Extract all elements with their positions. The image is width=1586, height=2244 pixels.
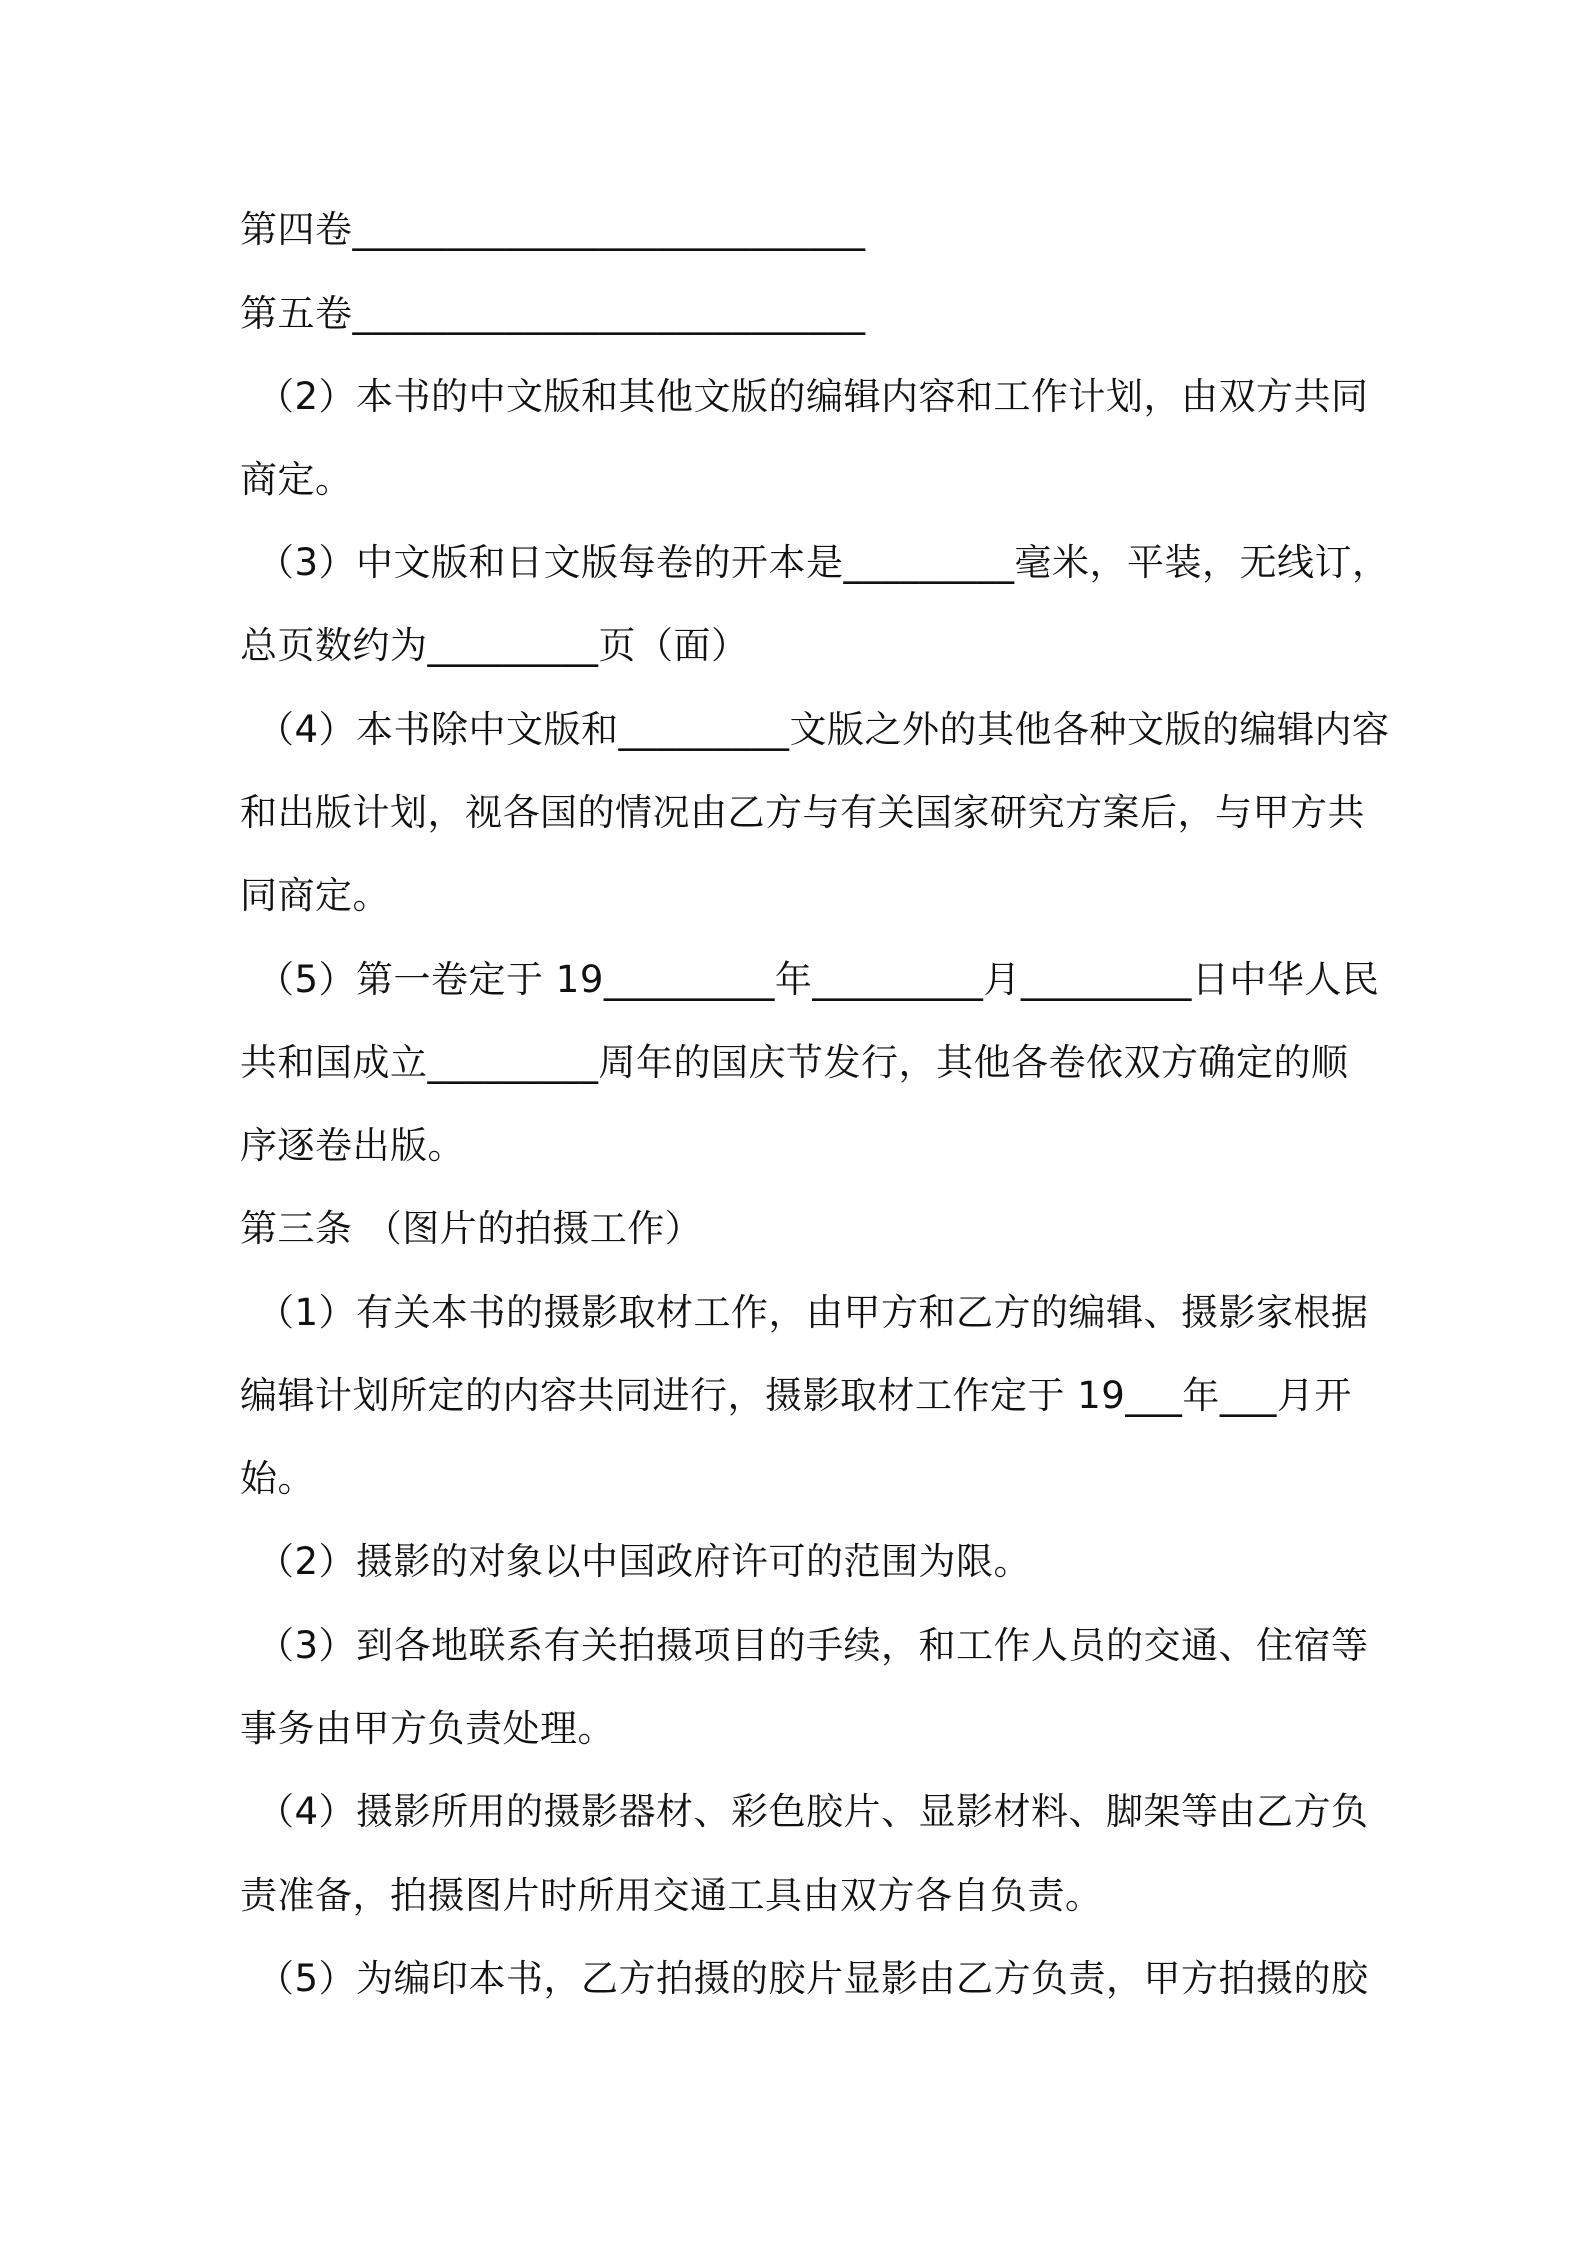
text-line: （2）本书的中文版和其他文版的编辑内容和工作计划，由双方共同 bbox=[257, 375, 1369, 418]
text-line: （3）中文版和日文版每卷的开本是_________毫米，平装，无线订， bbox=[257, 541, 1390, 584]
text-line: （3）到各地联系有关拍摄项目的手续，和工作人员的交通、住宿等 bbox=[257, 1624, 1369, 1667]
section-heading: 第三条 （图片的拍摄工作） bbox=[240, 1207, 703, 1250]
text-line: （4）摄影所用的摄影器材、彩色胶片、显影材料、脚架等由乙方负 bbox=[257, 1790, 1369, 1833]
text-line: 商定。 bbox=[240, 458, 353, 501]
text-line: （5）第一卷定于 19_________年_________月_________日中华人民 bbox=[257, 958, 1380, 1001]
text-line: 始。 bbox=[240, 1457, 315, 1500]
text-line: 总页数约为_________页（面） bbox=[240, 624, 749, 667]
text-line: （1）有关本书的摄影取材工作，由甲方和乙方的编辑、摄影家根据 bbox=[257, 1291, 1369, 1334]
text-line: 序逐卷出版。 bbox=[240, 1124, 465, 1167]
text-line: 同商定。 bbox=[240, 874, 390, 917]
text-line: 责准备，拍摄图片时所用交通工具由双方各自负责。 bbox=[240, 1874, 1103, 1917]
text-line: 第五卷___________________________ bbox=[240, 292, 866, 335]
text-line: （2）摄影的对象以中国政府许可的范围为限。 bbox=[257, 1540, 1032, 1583]
text-line: （5）为编印本书，乙方拍摄的胶片显影由乙方负责，甲方拍摄的胶 bbox=[257, 1957, 1369, 2000]
text-line: （4）本书除中文版和_________文版之外的其他各种文版的编辑内容 bbox=[257, 708, 1390, 751]
text-line: 事务由甲方负责处理。 bbox=[240, 1707, 615, 1750]
text-line: 第四卷___________________________ bbox=[240, 208, 866, 251]
text-line: 和出版计划，视各国的情况由乙方与有关国家研究方案后，与甲方共 bbox=[240, 791, 1365, 834]
text-line: 编辑计划所定的内容共同进行，摄影取材工作定于 19___年___月开 bbox=[240, 1374, 1352, 1417]
text-line: 共和国成立_________周年的国庆节发行，其他各卷依双方确定的顺 bbox=[240, 1041, 1349, 1084]
